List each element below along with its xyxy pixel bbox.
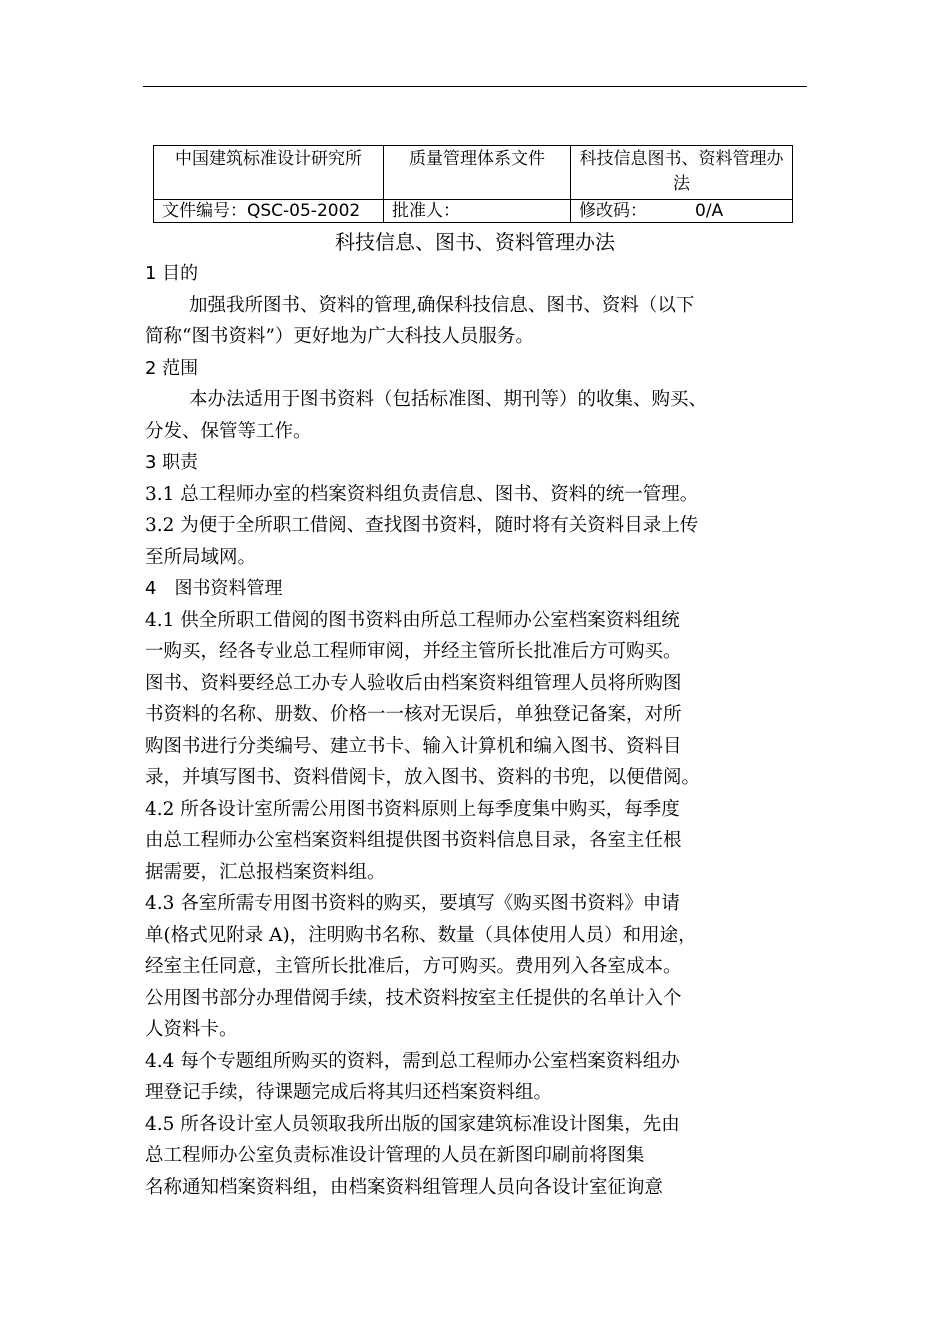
body-line: 至所局域网。 — [145, 546, 257, 568]
top-rule — [143, 86, 807, 87]
body-line: 图书、资料要经总工办专人验收后由档案资料组管理人员将所购图 — [145, 672, 682, 694]
body-line: 据需要，汇总报档案资料组。 — [145, 861, 386, 883]
body-line: 单(格式见附录 A)，注明购书名称、数量（具体使用人员）和用途， — [145, 924, 697, 946]
body-line: 书资料的名称、册数、价格一一核对无误后，单独登记备案，对所 — [145, 704, 682, 725]
section-heading-duties: 3 职责 — [145, 452, 199, 473]
body-line: 录，并填写图书、资料借阅卡，放入图书、资料的书兜，以便借阅。 — [145, 767, 701, 788]
body-line: 分发、保管等工作。 — [145, 420, 312, 442]
body-line: 4.3 各室所需专用图书资料的购买，要填写《购买图书资料》申请 — [145, 893, 680, 914]
document-title: 科技信息、图书、资料管理办法 — [335, 230, 615, 254]
body-line: 理登记手续，待课题完成后将其归还档案资料组。 — [145, 1082, 553, 1103]
body-line: 一购买，经各专业总工程师审阅，并经主管所长批准后方可购买。 — [145, 641, 682, 662]
body-line: 4.4 每个专题组所购买的资料，需到总工程师办公室档案资料组办 — [145, 1050, 680, 1072]
system-name-cell: 质量管理体系文件 — [384, 146, 571, 200]
body-line: 购图书进行分类编号、建立书卡、输入计算机和编入图书、资料目 — [145, 735, 682, 757]
document-header-table — [153, 145, 793, 223]
body-line: 经室主任同意，主管所长批准后，方可购买。费用列入各室成本。 — [145, 956, 682, 977]
revision-cell — [571, 200, 793, 223]
body-line: 3.2 为便于全所职工借阅、查找图书资料，随时将有关资料目录上传 — [145, 515, 699, 536]
body-line: 3.1 总工程师办室的档案资料组负责信息、图书、资料的统一管理。 — [145, 483, 699, 505]
org-name-cell: 中国建筑标准设计研究所 — [154, 146, 384, 200]
body-line: 4.2 所各设计室所需公用图书资料原则上每季度集中购买，每季度 — [145, 798, 680, 820]
header-row-1 — [154, 146, 793, 200]
doc-title-cell: 科技信息图书、资料管理办法 — [571, 146, 793, 200]
revision-label: 修改码： — [579, 201, 647, 221]
body-line: 本办法适用于图书资料（包括标准图、期刊等）的收集、购买、 — [189, 389, 708, 410]
document-body — [145, 258, 825, 1203]
section-heading-purpose: 1 目的 — [145, 263, 199, 284]
approver-cell: 批准人： — [384, 200, 571, 223]
revision-value: 0/A — [695, 201, 724, 221]
body-line: 由总工程师办公室档案资料组提供图书资料信息目录，各室主任根 — [145, 830, 682, 851]
body-line: 人资料卡。 — [145, 1019, 238, 1040]
doc-number-cell: 文件编号：QSC-05-2002 — [154, 200, 384, 223]
body-line: 名称通知档案资料组，由档案资料组管理人员向各设计室征询意 — [145, 1176, 664, 1198]
header-row-2 — [154, 200, 793, 223]
body-line: 加强我所图书、资料的管理,确保科技信息、图书、资料（以下 — [189, 294, 695, 316]
body-line: 4.5 所各设计室人员领取我所出版的国家建筑标准设计图集，先由 — [145, 1113, 680, 1135]
body-line: 总工程师办公室负责标准设计管理的人员在新图印刷前将图集 — [145, 1145, 645, 1166]
body-line: 公用图书部分办理借阅手续，技术资料按室主任提供的名单计入个 — [145, 987, 682, 1009]
section-heading-scope: 2 范围 — [145, 357, 199, 379]
section-heading-management: 4 图书资料管理 — [145, 578, 283, 599]
body-line: 4.1 供全所职工借阅的图书资料由所总工程师办公室档案资料组统 — [145, 609, 680, 631]
body-line: 简称“图书资料”）更好地为广大科技人员服务。 — [145, 326, 534, 347]
